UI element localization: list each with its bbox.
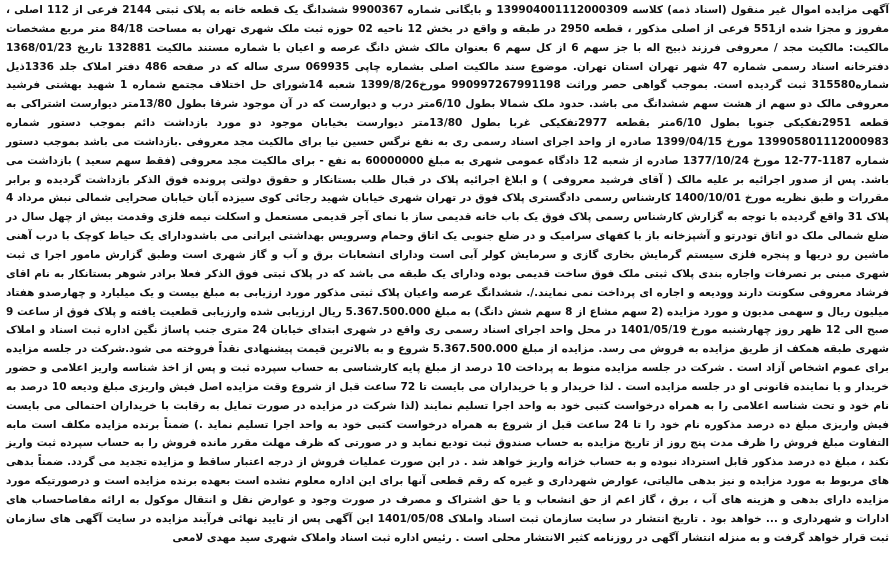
notice-body-text: آگهی مزایده اموال غیر منقول (اسناد ذمه) کلاسه 139904001112000309 و بایگانی شماره 9900367 ششدانگ یک قطعه خانه به پلاک ثبتی 2144 فرعی از 112 اصلی ، مفروز و مجزا شده از551 فرعی از اصلی مذکور ، قطعه 2950 در طبقه و واقع در بخش 12 ناحیه 02 حوزه ثبت ملک شهری تهران به مساحت 84/18 متر مربع مشخصات مالکیت: مالکیت مجد / معروفی فرزند ذبیح اله با جز سهم 6 از کل سهم 6 بعنوان مالک شش دانگ عرصه و اعیان با شماره مستند مالکیت 132881 تاریخ 1368/01/23 دفترخانه اسناد رسمی شماره 47 شهر تهران استان تهران. موضوع سند مالکیت اصلی بشماره چاپی 069935 سری ساله که در صفحه 486 دفتر املاک جلد 1336ذیل شماره315580 ثبت گردیده است. بموجب گواهی حصر وراثت 990997267991198 مورخ1399/8/26 شعبه 14شورای حل اختلاف مجتمع شماره 1 شهید بهشتی فرشید معروفی مالک دو سهم از هشت سهم ششدانگ می باشد. حدود ملک شمالا بطول 6/10متر درب و دیوارست که در آن موجود شرقا بطول 13/80متر دیوارست اشتراکی به قطعه 2951تفکیکی جنوبا بطول 6/10متر بقطعه 2977تفکیکی غربا بطول 13/80متر دیوارست بخیابان موجود دو مورد بازداشت دائم بموجب دستور شماره 139905801112000983 مورخ 1399/04/15 صادره از واحد اجرای اسناد رسمی ری به نفع نرگس حسین نیا برای مالکیت مجد معروفی .بازداشت می باشد بموجب دستور شماره 1187-77-12 مورخ 1377/10/24 صادره از شعبه 12 دادگاه عمومی شهری به مبلغ 60000000 به نفع - برای مالکیت مجد معروفی (فقط سهم سعید ) بازداشت می باشد. پس از صدور اجرائیه بر علیه مالک ( آقای فرشید معروفی ) و ابلاغ اجرائیه پلاک در قبال طلب بستانکار و حقوق دولتی پرونده فوق الذکر بازداشت گردیده و برابر مقررات و طبق نظریه مورخ 1400/10/01 کارشناس رسمی دادگستری پلاک فوق در تهران شهری خیابان شهید رجائی کوی سیزده آبان خیابان صحرایی شمالی نبش مرداد 4 پلاک 31 واقع گردیده با توجه به گزارش کارشناس رسمی پلاک فوق یک باب خانه قدیمی ساز با نمای آجر قدیمی مستعمل و اسکلت نیمه فلزی وقدمت بیش از چهل سال در ضلع شمالی ملک دو اتاق تودرتو و آشپزخانه باز با کفهای سرامیک و در ضلع جنوبی یک اتاق وحمام وسرویس بهداشتی ایرانی می باشدودارای یک حیاط کوچک با درب آهنی ماشین رو دریها و پنجره فلزی سیستم گرمایش بخاری گازی و سرمایش کولر آبی است ودارای انشعابات برق و آب و گاز شهری است وطبق گزارش مامور اجرا ی ثبت شهری مبنی بر تصرفات واجاره بندی پلاک ثبتی ملک فوق ساخت قدیمی بوده ودارای یک طبقه می باشد که در پلاک ثبتی فوق الذکر فعلا برادر شوهر بستانکار به نام اقای فرشاد معروفی سکونت دارند وودیعه و اجاره ای پرداخت نمی نمایند./. ششدانگ عرصه واعیان پلاک ثبتی مذکور مورد ارزیابی به مبلغ بیست و یک میلیارد و چهارصدو هفتاد میلیون ریال و سهمی مدیون و مورد مزایده (2 سهم مشاع از 8 سهم شش دانگ) به مبلغ 5.367.500.000 ریال ارزیابی شده وارزیابی قطعیت یافته و پلاک فوق از ساعت 9 صبح الی 12 ظهر روز چهارشنبه مورخ 1401/05/19 در محل واحد اجرای اسناد رسمی ری واقع در شهری ابتدای خیابان 24 متری جنب پاساژ نگین اداره ثبت اسناد و املاک شهری طبقه همکف از طریق مزایده به فروش می رسد. مزایده از مبلغ 5.367.500.000 شروع و به بالاترین قیمت پیشنهادی نقداً فروخته می شود.شرکت در جلسه مزایده برای عموم اشخاص آزاد است . شرکت در جلسه مزایده منوط به پرداخت 10 درصد از مبلغ پایه کارشناسی به حساب سپرده ثبت و پس از اخذ شناسه واریز اعلامی و حضور خریدار و یا نماینده قانونی او در جلسه مزایده است . لذا خریدار و یا خریداران می بایست تا 72 ساعت قبل از شروع وقت مزایده اصل فیش واریزی مبلغ ودیعه 10 درصد به نام خود و تحت شناسه اعلامی را به همراه درخواست کتبی خود به واحد اجرا تسلیم نمایند (لذا شرکت در مزایده در صورت تمایل به رقابت با خریداران احتمالی می بایست فیش واریزی مبلغ ده درصد مذکوره نام خود را تا 24 ساعت قبل از شروع به همراه درخواست کتبی خود به واحد اجرا تسلیم نماید .) ضمناً برنده مزایده مکلف است مابه التفاوت مبلغ فروش را ظرف مدت پنج روز از تاریخ مزایده به حساب صندوق ثبت تودیع نماید و در صورتی که ظرف مهلت مقرر مانده فروش را به حساب سپرده ثبت واریز نکند ، مبلغ ده درصد مذکور قابل استرداد نبوده و به حساب خزانه واریز خواهد شد . در این صورت عملیات فروش از درجه اعتبار ساقط و مزایده تجدید می گردد. ضمناً بدهی های مربوط به مورد مزایده و نیز بدهی مالیاتی، عوارض شهرداری و غیره که رقم قطعی آنها برای این اداره معلوم نشده است بعهده برنده مزایده است و درصورتیکه مورد مزایده دارای بدهی و هزینه های آب ، برق ، گاز اعم از حق انشعاب و یا حق اشتراک و مصرف در صورت وجود و عوارض نقل و انتقال موکول به ارائه مفاصاحساب های ادارات و شهرداری و ... خواهد بود . تاریخ انتشار در سایت سازمان ثبت اسناد واملاک 1401/05/08 این آگهی پس از تایید نهائی فرآیند مزایده در سایت آگهی های سازمان ثبت قرار خواهد گرفت و به منزله انتشار آگهی در روزنامه کثیر الانتشار محلی است . رئیس اداره ثبت اسناد واملاک شهری سید مهدی لامعی (6, 4, 890, 544)
